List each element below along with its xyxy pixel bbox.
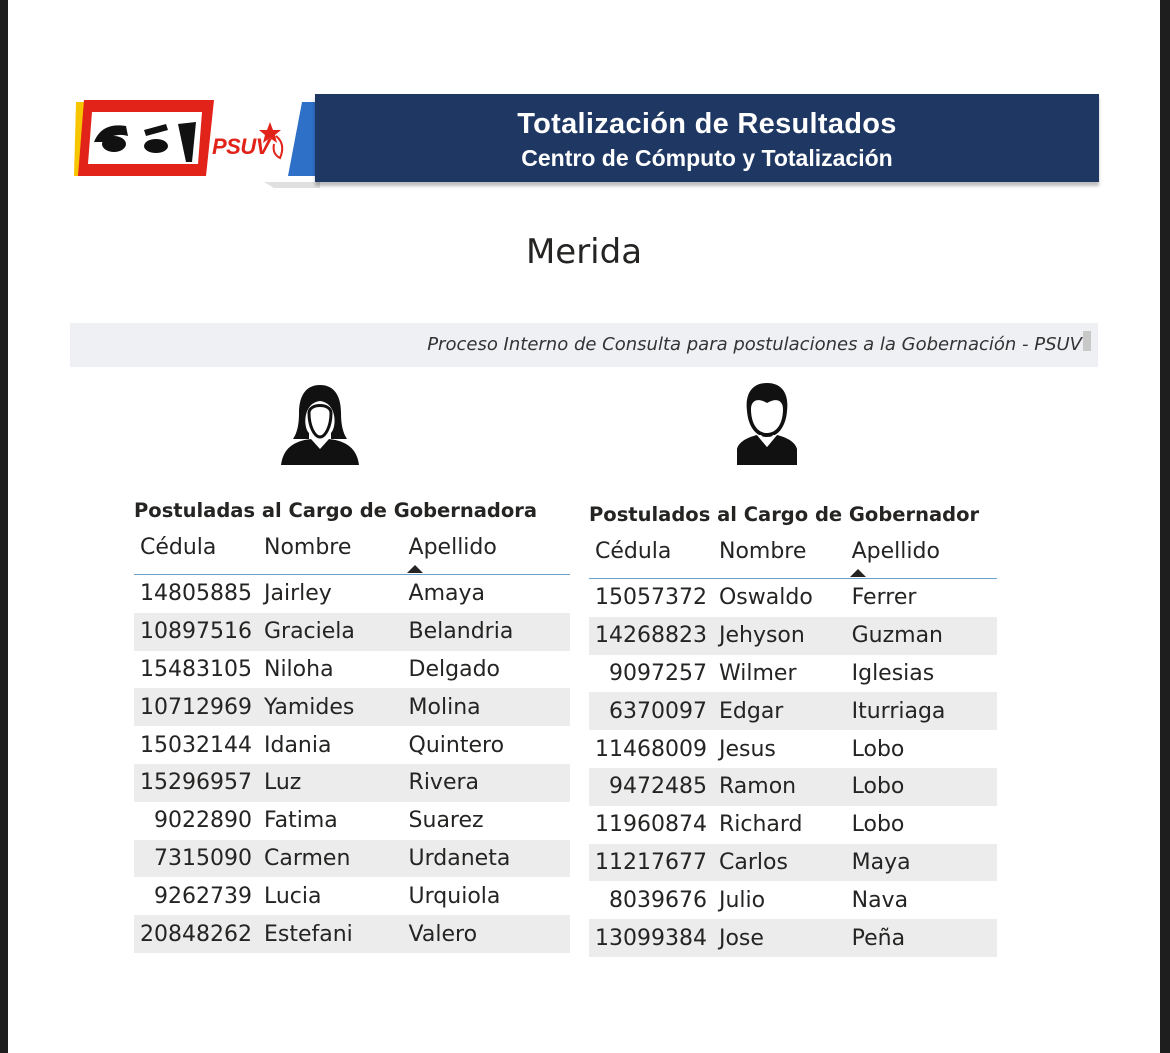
table-row[interactable]: 10712969 Yamides Molina [134, 688, 570, 726]
table-row[interactable]: 7315090 Carmen Urdaneta [134, 840, 570, 878]
report-page [8, 0, 1160, 1053]
table-row[interactable]: 15032144 Idania Quintero [140, 732, 505, 758]
banner-subtitle: Centro de Cómputo y Totalización [521, 145, 893, 171]
table-row[interactable]: 15057372 Oswaldo Ferrer [595, 585, 917, 611]
column-header-apellido[interactable]: Apellido [403, 531, 570, 575]
column-header-nombre[interactable]: Nombre [718, 539, 807, 564]
table-row[interactable]: 20848262 Estefani Valero [134, 915, 570, 953]
table-row[interactable]: 14805885 Jairley Amaya [140, 581, 485, 607]
column-header-cedula[interactable]: Cédula [595, 539, 672, 564]
male-avatar-icon [735, 381, 799, 469]
sort-ascending-icon[interactable] [407, 565, 423, 573]
table-row[interactable]: 9472485 Ramon Lobo [589, 768, 997, 806]
column-header-nombre[interactable]: Nombre [263, 535, 352, 560]
table-row[interactable]: 15483105 Niloha Delgado [140, 656, 500, 682]
column-header-apellido[interactable]: Apellido [846, 535, 997, 579]
sort-ascending-icon[interactable] [850, 569, 866, 577]
women-table-title: Postuladas al Cargo de Gobernadora [134, 499, 538, 522]
table-row[interactable]: 11960874 Richard Lobo [595, 812, 905, 838]
table-row[interactable]: 11217677 Carlos Maya [589, 844, 997, 882]
table-row[interactable]: 13099384 Jose Peña [589, 919, 997, 957]
logo-text: PSUV [212, 134, 270, 159]
header-banner [315, 94, 1099, 182]
region-title: Merida [525, 232, 643, 272]
table-row[interactable]: 10897516 Graciela Belandria [134, 613, 570, 651]
men-candidates-table [589, 503, 997, 957]
column-header-cedula[interactable]: Cédula [140, 535, 217, 560]
table-row[interactable]: 11468009 Jesus Lobo [595, 736, 905, 762]
table-row[interactable]: 14268823 Jehyson Guzman [589, 617, 997, 655]
process-label: Proceso Interno de Consulta para postulaciones a la Gobernación - PSUV [427, 334, 1082, 355]
banner-title: Totalización de Resultados [517, 108, 897, 140]
men-table-title: Postulados al Cargo de Gobernador [589, 503, 980, 526]
table-row[interactable]: 8039676 Julio Nava [609, 887, 909, 913]
scrollbar[interactable] [1083, 331, 1091, 351]
table-row[interactable]: 6370097 Edgar Iturriaga [589, 692, 997, 730]
table-row[interactable]: 15296957 Luz Rivera [134, 764, 570, 802]
table-row[interactable]: 9262739 Lucia Urquiola [154, 883, 501, 909]
women-candidates-table [134, 499, 570, 953]
psuv-logo [74, 92, 320, 188]
female-avatar-icon [279, 383, 361, 469]
table-row[interactable]: 9022890 Fatima Suarez [154, 808, 484, 834]
table-row[interactable]: 9097257 Wilmer Iglesias [609, 660, 935, 686]
process-bar [70, 323, 1098, 367]
